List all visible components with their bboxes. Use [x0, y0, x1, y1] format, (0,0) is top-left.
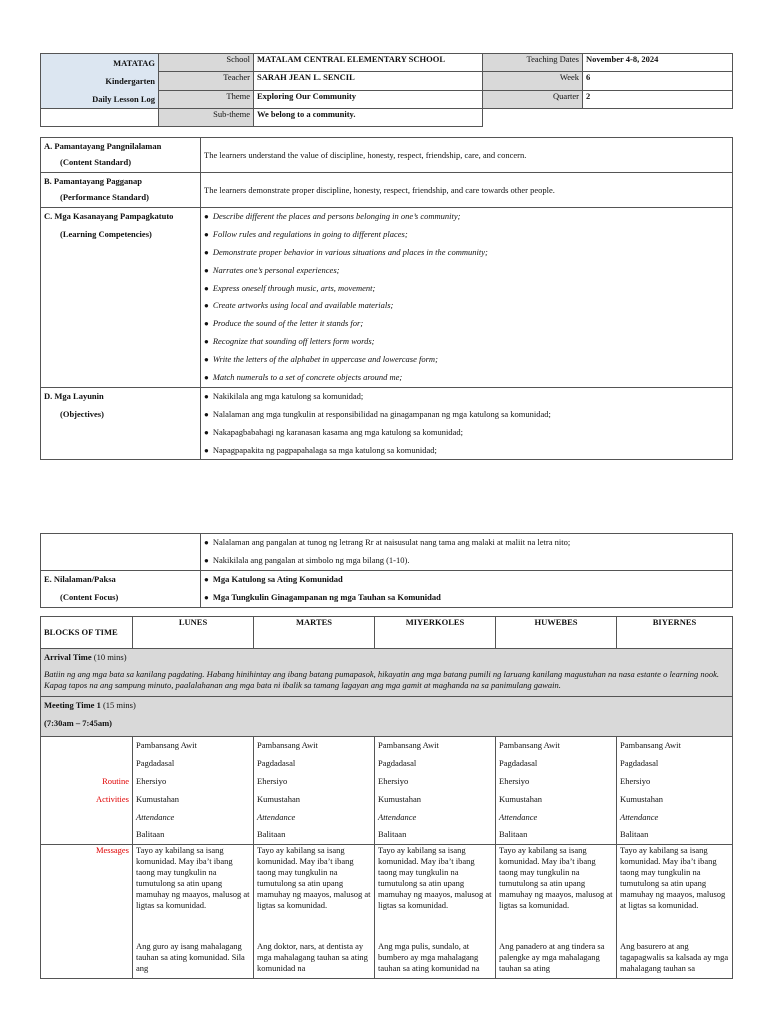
meeting-time-duration: (15 mins): [102, 700, 136, 710]
competency-item: ● Express oneself through music, arts, movement;: [204, 280, 729, 298]
competency-item: ● Produce the sound of the letter it stands for;: [204, 315, 729, 333]
objective-item: ● Napagpapakita ng pagpapahalaga sa mga katulong sa komunidad;: [204, 442, 729, 460]
competency-item: ● Recognize that sounding off letters form words;: [204, 333, 729, 351]
routine-cell-martes: Pambansang Awit Pagdadasal Ehersiyo Kumustahan Attendance Balitaan: [254, 737, 375, 845]
quarter-label: Quarter: [483, 90, 583, 108]
message-cell-miyerkoles: Tayo ay kabilang sa isang komunidad. May iba’t ibang taong may tungkulin na tumutulong sa atin upang mamuhay ng maayos, malusog at ligtas sa komunidad. Ang mga pulis, sundalo, at bumbero ay mga mahalagang tauhan sa ating komunidad na: [375, 845, 496, 979]
performance-standard-text: The learners demonstrate proper discipline, honesty, respect, friendship, and care towards other people.: [201, 173, 733, 208]
subtheme-label: Sub-theme: [159, 109, 254, 127]
arrival-time-duration: (10 mins): [93, 652, 127, 662]
week-value: 6: [583, 72, 733, 90]
week-label: Week: [483, 72, 583, 90]
performance-standard-label: B. Pamantayang Pagganap (Performance Standard): [41, 173, 201, 208]
competencies-list: [204, 208, 729, 387]
objectives-continued-list: [204, 534, 729, 570]
objective-item: ● Nalalaman ang mga tungkulin at responsibilidad na ginagampanan ng mga katulong sa komunidad;: [204, 406, 729, 424]
arrival-time-section: [41, 649, 733, 697]
theme-label: Theme: [159, 90, 254, 108]
competency-item: ● Demonstrate proper behavior in various situations and places in the community;: [204, 244, 729, 262]
day-header-huwebes: HUWEBES: [496, 617, 617, 649]
objective-item: ● Nalalaman ang pangalan at tunog ng letrang Rr at naisusulat nang tama ang malaki at maliit na letra nito;: [204, 534, 729, 552]
content-standard-text: The learners understand the value of discipline, honesty, respect, friendship, care, and concern.: [201, 138, 733, 173]
objectives-label: D. Mga Layunin (Objectives): [41, 387, 201, 460]
arrival-time-text: Batiin ng ang mga bata sa kanilang pagdating. Habang hinihintay ang ibang batang pumapasok, hikayatin ang mga batang pumili ng laruang kanilang magustuhan na nasa estante o learning nook. Kapag tapos na ang sampung minuto, paalalahanan ang mga bata ni ibalik sa tamang lagayan ang mga gamit at maghanda na sa panimulang gawain.: [44, 669, 720, 690]
teacher-value: SARAH JEAN L. SENCIL: [254, 72, 483, 90]
day-header-martes: MARTES: [254, 617, 375, 649]
routine-cell-lunes: Pambansang Awit Pagdadasal Ehersiyo Kumustahan Attendance Balitaan: [133, 737, 254, 845]
meeting-time-range: (7:30am – 7:45am): [44, 718, 112, 728]
day-header-miyerkoles: MIYERKOLES: [375, 617, 496, 649]
header-doc-type: Daily Lesson Log: [92, 94, 155, 104]
dates-label: Teaching Dates: [483, 54, 583, 72]
competencies-label: C. Mga Kasanayang Pampagkatuto (Learning Competencies): [41, 208, 201, 388]
meeting-time-section: [41, 697, 733, 737]
objective-item: ● Nakapagbabahagi ng karanasan kasama ang mga katulong sa komunidad;: [204, 424, 729, 442]
routine-cell-biyernes: Pambansang Awit Pagdadasal Ehersiyo Kumustahan Attendance Balitaan: [617, 737, 733, 845]
competency-item: ● Match numerals to a set of concrete objects around me;: [204, 369, 729, 387]
header-logo-cell: [41, 54, 159, 109]
competency-item: ● Describe different the places and persons belonging in one’s community;: [204, 208, 729, 226]
schedule-table: [40, 616, 733, 979]
meeting-time-title: Meeting Time 1: [44, 700, 101, 710]
objective-item: ● Nakikilala ang pangalan at simbolo ng mga bilang (1-10).: [204, 552, 729, 570]
message-cell-martes: Tayo ay kabilang sa isang komunidad. May iba’t ibang taong may tungkulin na tumutulong sa atin upang mamuhay ng maayos, malusog at ligtas sa komunidad. Ang doktor, nars, at dentista ay mga mahalagang tauhan sa ating komunidad na: [254, 845, 375, 979]
arrival-time-title: Arrival Time: [44, 652, 92, 662]
content-focus-list: [204, 571, 729, 607]
objectives-continued-cell: [201, 534, 733, 571]
blocks-of-time-header: BLOCKS OF TIME: [41, 617, 133, 649]
content-standard-label: A. Pamantayang Pangnilalaman (Content Standard): [41, 138, 201, 173]
competency-item: ● Create artworks using local and available materials;: [204, 297, 729, 315]
content-focus-cell: [201, 570, 733, 607]
day-header-biyernes: BIYERNES: [617, 617, 733, 649]
competency-item: ● Write the letters of the alphabet in uppercase and lowercase form;: [204, 351, 729, 369]
objective-item: ● Nakikilala ang mga katulong sa komunidad;: [204, 388, 729, 406]
teacher-label: Teacher: [159, 72, 254, 90]
header-matatag: MATATAG: [113, 58, 155, 68]
header-grade: Kindergarten: [105, 76, 155, 86]
objectives-list-cell: [201, 387, 733, 460]
routine-activities-label: Routine Activities: [41, 737, 133, 845]
school-label: School: [159, 54, 254, 72]
theme-value: Exploring Our Community: [254, 90, 483, 108]
content-focus-label: E. Nilalaman/Paksa (Content Focus): [41, 570, 201, 607]
routine-cell-huwebes: Pambansang Awit Pagdadasal Ehersiyo Kumustahan Attendance Balitaan: [496, 737, 617, 845]
header-table: [40, 53, 733, 127]
competencies-list-cell: [201, 208, 733, 388]
message-cell-huwebes: Tayo ay kabilang sa isang komunidad. May iba’t ibang taong may tungkulin na tumutulong sa atin upang mamuhay ng maayos, malusog at ligtas sa komunidad. Ang panadero at ang tindera sa palengke ay mga mahalagang tauhan sa ating: [496, 845, 617, 979]
standards-table: [40, 137, 733, 460]
subtheme-value: We belong to a community.: [254, 109, 483, 127]
content-focus-table: [40, 533, 733, 608]
content-focus-item: ● Mga Katulong sa Ating Komunidad: [204, 571, 729, 589]
competency-item: ● Narrates one’s personal experiences;: [204, 262, 729, 280]
dates-value: November 4-8, 2024: [583, 54, 733, 72]
message-cell-lunes: Tayo ay kabilang sa isang komunidad. May iba’t ibang taong may tungkulin na tumutulong sa atin upang mamuhay ng maayos, malusog at ligtas sa komunidad. Ang guro ay isang mahalagang tauhan sa ating komunidad. Sila ang: [133, 845, 254, 979]
routine-cell-miyerkoles: Pambansang Awit Pagdadasal Ehersiyo Kumustahan Attendance Balitaan: [375, 737, 496, 845]
quarter-value: 2: [583, 90, 733, 108]
objectives-list: [204, 388, 729, 460]
competency-item: ● Follow rules and regulations in going to different places;: [204, 226, 729, 244]
school-value: MATALAM CENTRAL ELEMENTARY SCHOOL: [254, 54, 483, 72]
message-cell-biyernes: Tayo ay kabilang sa isang komunidad. May iba’t ibang taong may tungkulin na tumutulong sa atin upang mamuhay ng maayos, malusog at ligtas sa komunidad. Ang basurero at ang tagapagwalis sa kalsada ay mga mahalagang tauhan sa: [617, 845, 733, 979]
content-focus-item: ● Mga Tungkulin Ginagampanan ng mga Tauhan sa Komunidad: [204, 589, 729, 607]
messages-label: Messages: [41, 845, 133, 979]
day-header-lunes: LUNES: [133, 617, 254, 649]
